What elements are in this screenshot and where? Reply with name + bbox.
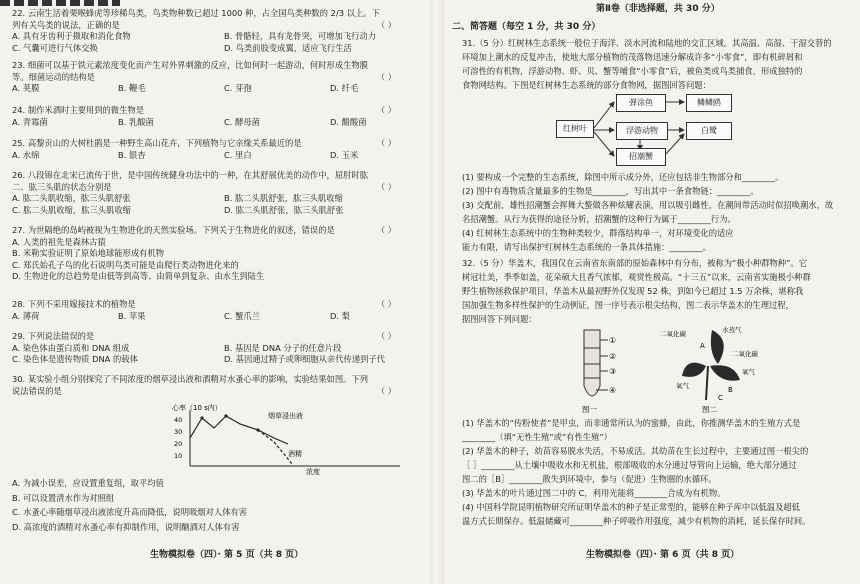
option-a: A. 肱二头肌收缩，肱三头肌舒张 xyxy=(12,193,131,204)
text-line: 温方式长期保存。低温储藏可________种子呼吸作用强度，减少有机物的消耗，延长保存时间。 xyxy=(462,516,811,526)
question-stem: 28. 下列不采用嫁接技术的植物是 xyxy=(12,299,136,309)
option-b: B. 基因是 DNA 分子的任意片段 xyxy=(224,342,342,353)
option-b: B. 骨骼轻，具有龙骨突，可增加飞行动力 xyxy=(224,31,377,42)
question-stem: 25. 高黎贡山的大树杜鹃是一种野生高山花卉，下列植物与它亲缘关系最近的是 xyxy=(12,138,302,148)
option-a: A. 具有牙齿利于摄取和消化食物 xyxy=(12,31,131,42)
question-stem: 二、肱三头肌的状态分别是 xyxy=(12,181,112,192)
question-stem: 26. 八段锦在北宋已流传于世，是中国传统健身功法中的一种，在其舒展优美的动作中，屈肘时肱 xyxy=(12,170,369,180)
label-a: A xyxy=(700,342,705,350)
question-25 xyxy=(12,138,436,161)
options xyxy=(12,311,436,323)
label-oxygen-left: 氧气 xyxy=(676,382,689,390)
question-24 xyxy=(12,105,436,128)
option-c: C. 芽孢 xyxy=(224,83,252,94)
root-label-3: ③ xyxy=(609,367,617,376)
question-stem: 30. 某实验小组分别探究了不同浓度的烟草浸出液和酒精对水蚤心率的影响，实验结果如图。下列 xyxy=(12,374,369,384)
text-line: (2) 华盖木的种子，幼苗容易脱水失活，不易成活。其幼苗在生长过程中，主要通过图一根尖的 xyxy=(462,446,809,456)
node-zooplankton: 浮游动物 xyxy=(616,122,668,140)
option-d: D. 纤毛 xyxy=(330,83,359,94)
answer-paren: （ ） xyxy=(376,19,396,30)
text-line: 可溶性的有机物，浮游动物、虾、贝、蟹等哺食“小零食”后，被鱼类或鸟类捕食，形成独特的 xyxy=(462,66,803,76)
label-c: C xyxy=(718,394,723,402)
question-stem: 22. 云南生活着栗喉蜂虎等珍稀鸟类，鸟类物种数已超过 1000 种，占全国鸟类种数的 2/3 以上。下 xyxy=(12,8,380,18)
question-stem: 29. 下列说法错误的是 xyxy=(12,331,95,341)
option-c: C. 染色体是遗传物质 DNA 的载体 xyxy=(12,354,138,365)
text-line: 国加强生物多样性保护的生动例证，图一序号表示根尖结构，图二表示华盖木的生理过程， xyxy=(462,300,794,310)
node-fiddler-crab: 招潮蟹 xyxy=(616,148,666,166)
label-water-vapor: 水蒸气 xyxy=(722,326,742,334)
options xyxy=(12,117,436,129)
option-c: C. 郑氏始孔子鸟的化石说明鸟类可能是由爬行类动物进化来的 xyxy=(12,259,239,270)
node-bird: 鳞鳞鸥 xyxy=(686,94,732,112)
options xyxy=(12,354,436,366)
right-page xyxy=(446,0,852,584)
option-c: C. 里白 xyxy=(224,149,252,160)
text-line: 据图回答下列问题： xyxy=(462,314,537,324)
x-axis-label: 浓度 xyxy=(306,468,320,476)
node-mangrove-leaf: 红树叶 xyxy=(556,120,594,138)
text-line: 环境加上潮水的反复冲击，使地大部分植物的茂落物迅速分解成许多“小零食”，即有机碎屑和 xyxy=(462,52,803,62)
root-label-2: ② xyxy=(609,352,617,361)
series-label-tobacco: 烟草浸出液 xyxy=(268,412,303,420)
answer-paren: （ ） xyxy=(376,225,396,235)
question-28 xyxy=(12,299,436,322)
label-b: B xyxy=(728,386,733,394)
text-line: (3) 交配前，雄性招潮蟹会挥舞大螯做各种炫耀表演，用以吸引雌性，在潮间带活动时似招唤潮水，故 xyxy=(462,200,834,210)
options xyxy=(12,205,436,217)
option-d: D. 基因通过精子或卵细胞从亲代传递到子代 xyxy=(224,354,386,365)
options xyxy=(12,83,436,95)
label-co2-right: 二氧化碳 xyxy=(732,350,758,358)
text-line: (4) 中国科学院昆明植物研究所证明华盖木的种子是正常型的，能够在种子库中以低温及超低 xyxy=(462,502,800,512)
question-30-options xyxy=(12,478,436,533)
text-line: 食物网结构。下图是红树林生态系统的部分食物网，据图回答问题： xyxy=(462,80,711,90)
text-line: ________（填“无性生殖”或“有性生殖”） xyxy=(462,432,612,442)
option-c: C. 肱二头肌收缩，肱三头肌收缩 xyxy=(12,204,131,215)
root-label-1: ① xyxy=(609,336,617,345)
text-line: (4) 红树林生态系统中的生物种类较少，群落结构单一，对环境变化的适应 xyxy=(462,228,734,238)
question-stem: 24. 制作米酒时主要用到的微生物是 xyxy=(12,105,144,115)
series-label-alcohol: 酒精 xyxy=(288,450,302,458)
option-b: B. 苹果 xyxy=(118,310,146,321)
options xyxy=(12,31,436,43)
node-egret: 白鹭 xyxy=(686,122,732,140)
page-footer: 生物模拟卷（四）· 第 6 页（共 8 页） xyxy=(586,550,740,560)
y-tick: 40 xyxy=(174,416,183,424)
question-23 xyxy=(12,60,436,95)
text-line: 树冠壮美，季季如盖，花朵硕大且香气浓郁，观赏性极高。“十三五”以来，云南省实施极小种群 xyxy=(462,272,811,282)
text-line: (1) 要构成一个完整的生态系统，除图中所示成分外，还应包括非生物部分和________。 xyxy=(462,172,784,182)
question-26 xyxy=(12,170,436,216)
answer-paren: （ ） xyxy=(376,299,396,309)
alcohol-series-line xyxy=(258,430,292,464)
root-label-4: ④ xyxy=(609,386,617,395)
option-c: C. 酵母菌 xyxy=(224,116,260,127)
question-stem: 27. 为世隔绝的岛屿被视为生物进化的天然实验场。下列关于生物进化的叙述，错误的是 xyxy=(12,225,335,235)
page-fold xyxy=(430,0,444,584)
option-a: A. 薄荷 xyxy=(12,310,40,321)
option-d: D. 鸟类前肢变成翼，适应飞行生活 xyxy=(224,42,352,53)
options xyxy=(12,193,436,205)
text-line: ［ ］________从土壤中吸收水和无机盐，根部吸收的水分通过导管向上运输，绝大部分通过 xyxy=(462,460,797,470)
option-a: A. 荚膜 xyxy=(12,83,40,94)
page-footer: 生物模拟卷（四）· 第 5 页（共 8 页） xyxy=(150,550,304,560)
question-22 xyxy=(12,8,436,54)
figure-caption: 图一 xyxy=(582,405,597,414)
option-b: B. 肱二头肌舒张，肱三头肌收缩 xyxy=(224,193,343,204)
option-d: D. 玉米 xyxy=(330,149,359,160)
section-header: 第Ⅱ卷（非选择题，共 30 分） xyxy=(596,4,720,14)
option-d: D. 醋酸菌 xyxy=(330,116,367,127)
figure-caption: 图二 xyxy=(702,405,717,414)
option-b: B. 乳酸菌 xyxy=(118,116,154,127)
answer-paren: （ ） xyxy=(376,181,396,192)
option-b: B. 可以设置清水作为对照组 xyxy=(12,492,115,503)
options xyxy=(12,343,436,355)
answer-paren: （ ） xyxy=(376,385,396,396)
text-line: 名招潮蟹。从行为获得的途径分析，招潮蟹的这种行为属于________行为。 xyxy=(462,214,736,224)
data-point xyxy=(224,414,227,417)
option-a: A. 水绵 xyxy=(12,149,40,160)
label-co2-top: 二氧化碳 xyxy=(660,330,686,338)
options xyxy=(12,150,436,162)
tobacco-series-line xyxy=(190,416,288,444)
option-d: D. 生物进化的总趋势是由低等到高等、由简单到复杂、由水生到陆生 xyxy=(12,271,265,282)
question-30 xyxy=(12,374,436,397)
y-tick: 30 xyxy=(174,428,183,436)
answer-paren: （ ） xyxy=(376,138,396,148)
node-mudskipper: 弹涂鱼 xyxy=(616,94,666,112)
text-line: 32.（5 分）华盖木，我国仅在云南省东南部的原始森林中有分布，被称为“极小种群物种”。它 xyxy=(462,258,807,268)
data-point xyxy=(256,428,259,431)
text-line: 31.（5 分）红树林生态系统一般位于海洋、淡水河流和陆地的交汇区域。其高温、高湿、干湿交替的 xyxy=(462,38,832,48)
data-point xyxy=(200,416,203,419)
option-b: B. 鞭毛 xyxy=(118,83,146,94)
text-line: 能力有限，请写出保护红树林生态系统的一条具体措施：________。 xyxy=(462,242,711,252)
leaf-process-figure xyxy=(656,322,766,414)
question-stem: 23. 细菌可以基于铁元素浓度变化而产生对外界刺激的反应，比如何时一起游动，何时形成生物膜 xyxy=(12,60,369,70)
option-a: A. 青霉菌 xyxy=(12,116,48,127)
y-tick: 20 xyxy=(174,440,183,448)
answer-paren: （ ） xyxy=(376,71,396,82)
heart-rate-chart xyxy=(170,404,420,476)
option-a: A. 人类的祖先是森林古猿 xyxy=(12,236,106,247)
option-b: B. 米勒实验证明了原始地球能形成有机物 xyxy=(12,248,165,259)
text-line: (2) 图中有毒物质含量最多的生物是________，写出其中一条食物链：________。 xyxy=(462,186,759,196)
answer-paren: （ ） xyxy=(376,331,396,341)
root-tip-figure xyxy=(566,326,626,414)
option-d: D. 肱二头肌舒张，肱三头肌舒张 xyxy=(224,204,344,215)
text-line: 野生植物拯救保护项目，华盖木从最初野外仅发现 52 株，到如今已超过 1.5 万余株，堪称我 xyxy=(462,286,804,296)
question-29 xyxy=(12,331,436,366)
option-c: C. 蟹爪兰 xyxy=(224,310,260,321)
option-d: D. 高浓度的酒精对水蚤心率有抑制作用，说明酗酒对人体有害 xyxy=(12,521,240,532)
question-stem: 说法错误的是 xyxy=(12,385,62,396)
option-d: D. 梨 xyxy=(330,310,350,321)
text-line: (3) 华盖木的叶片通过图二中的 C，利用光能将________合成为有机物。 xyxy=(462,488,726,498)
option-b: B. 银杏 xyxy=(118,149,146,160)
option-c: C. 水蚤心率随烟草浸出液浓度升高而降低，说明吸烟对人体有害 xyxy=(12,507,248,518)
y-tick: 10 xyxy=(174,452,183,460)
question-stem: 等。细菌运动的结构是 xyxy=(12,71,95,82)
option-a: A. 染色体由蛋白质和 DNA 组成 xyxy=(12,342,130,353)
option-a: A. 为减小误差，应设置重复组，取平均值 xyxy=(12,478,164,488)
y-axis-label: 心率（10 s内） xyxy=(172,404,222,412)
question-stem: 列有关鸟类的说法，正确的是 xyxy=(12,19,120,30)
answer-paren: （ ） xyxy=(376,105,396,115)
text-line: (1) 华盖木的“传粉使者”是甲虫，而非通常所认为的蜜蜂，由此，你推测华盖木的生殖方式是 xyxy=(462,418,801,428)
question-27 xyxy=(12,225,436,283)
option-c: C. 气囊可进行气体交换 xyxy=(12,42,98,53)
section-title: 二、简答题（每空 1 分，共 30 分） xyxy=(452,22,601,32)
options xyxy=(12,43,436,55)
text-line: 图二的［B］________散失到环境中，参与（促进）生物圈的水循环。 xyxy=(462,474,717,484)
label-oxygen-right: 氧气 xyxy=(742,368,755,376)
